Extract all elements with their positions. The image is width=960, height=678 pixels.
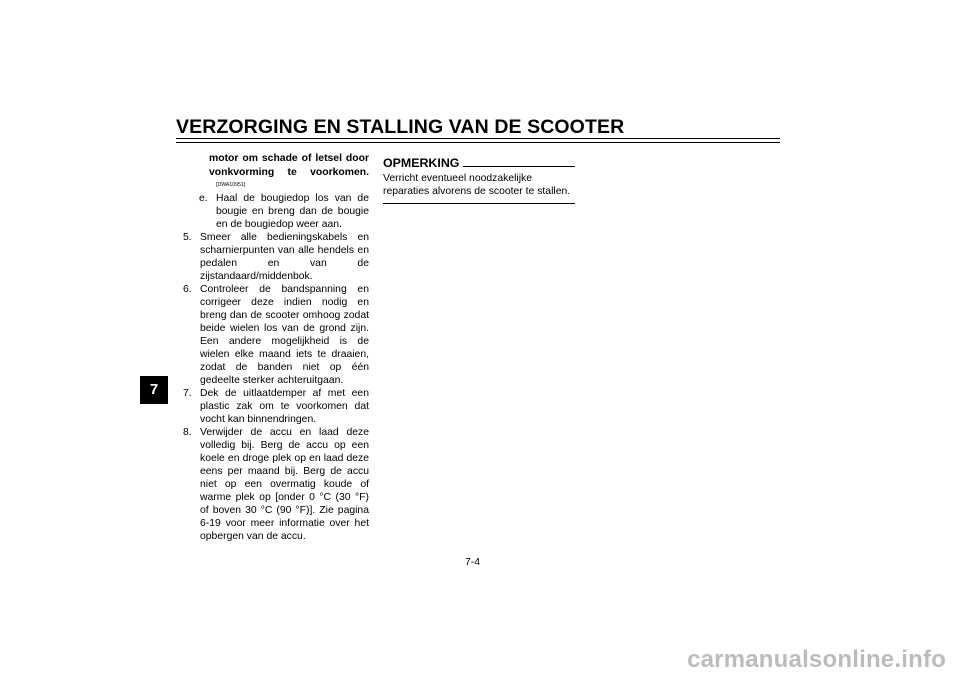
note-header-rule (463, 166, 575, 167)
step-text: Controleer de bandspanning en corrigeer deze indien nodig en breng dan de scooter omhoog zodat beide wielen los van de grond zijn. Een andere mogelijkheid is de wielen elke maand iets te draaien, zodat de banden niet op één gedeelte sterker achteruitgaan. (200, 284, 369, 386)
note-block (383, 156, 575, 204)
left-column (183, 152, 369, 543)
step-text: Smeer alle bedieningskabels en scharnierpunten van alle hendels en pedalen en van de zijstandaard/middenbok. (200, 232, 369, 282)
step-6 (183, 283, 369, 387)
note-text: Verricht eventueel noodzakelijke reparaties alvorens de scooter te stallen. (383, 173, 571, 197)
step-text: Dek de uitlaatdemper af met een plastic zak om te voorkomen dat vocht kan binnendringen. (200, 388, 369, 425)
step-text: Verwijder de accu en laad deze volledig bij. Berg de accu op een koele en droge plek op en laad deze eens per maand bij. Berg de accu niet op een overmatig koude of warme plek op [onder 0 °C (30 °F) of boven 30 °C (90 °F)]. Zie pagina 6-19 voor meer informatie over het opbergen van de accu. (200, 427, 369, 542)
note-header (383, 156, 575, 170)
step-number: 8. (183, 427, 192, 438)
sub-step-e (199, 192, 369, 231)
step-7 (183, 387, 369, 426)
note-title: OPMERKING (383, 156, 460, 170)
warning-continuation: motor om schade of letsel door vonkvorming te voorkomen. (209, 153, 369, 178)
sub-step-text: Haal de bougiedop los van de bougie en breng dan de bougie en de bougiedop weer aan. (216, 193, 369, 230)
watermark: carmanualsonline.info (687, 646, 946, 673)
title-rule-thick (176, 138, 780, 139)
page-number: 7-4 (465, 557, 481, 568)
step-number: 5. (183, 232, 192, 243)
note-end-rule (383, 203, 575, 204)
step-number: 6. (183, 284, 192, 295)
step-number: 7. (183, 388, 192, 399)
step-8 (183, 426, 369, 543)
page-title: VERZORGING EN STALLING VAN DE SCOOTER (176, 116, 625, 138)
title-rule-thin (176, 142, 780, 143)
chapter-tab: 7 (140, 376, 168, 404)
sub-step-label: e. (199, 193, 208, 204)
step-5 (183, 231, 369, 283)
warning-code: [DWA10951] (216, 182, 246, 188)
